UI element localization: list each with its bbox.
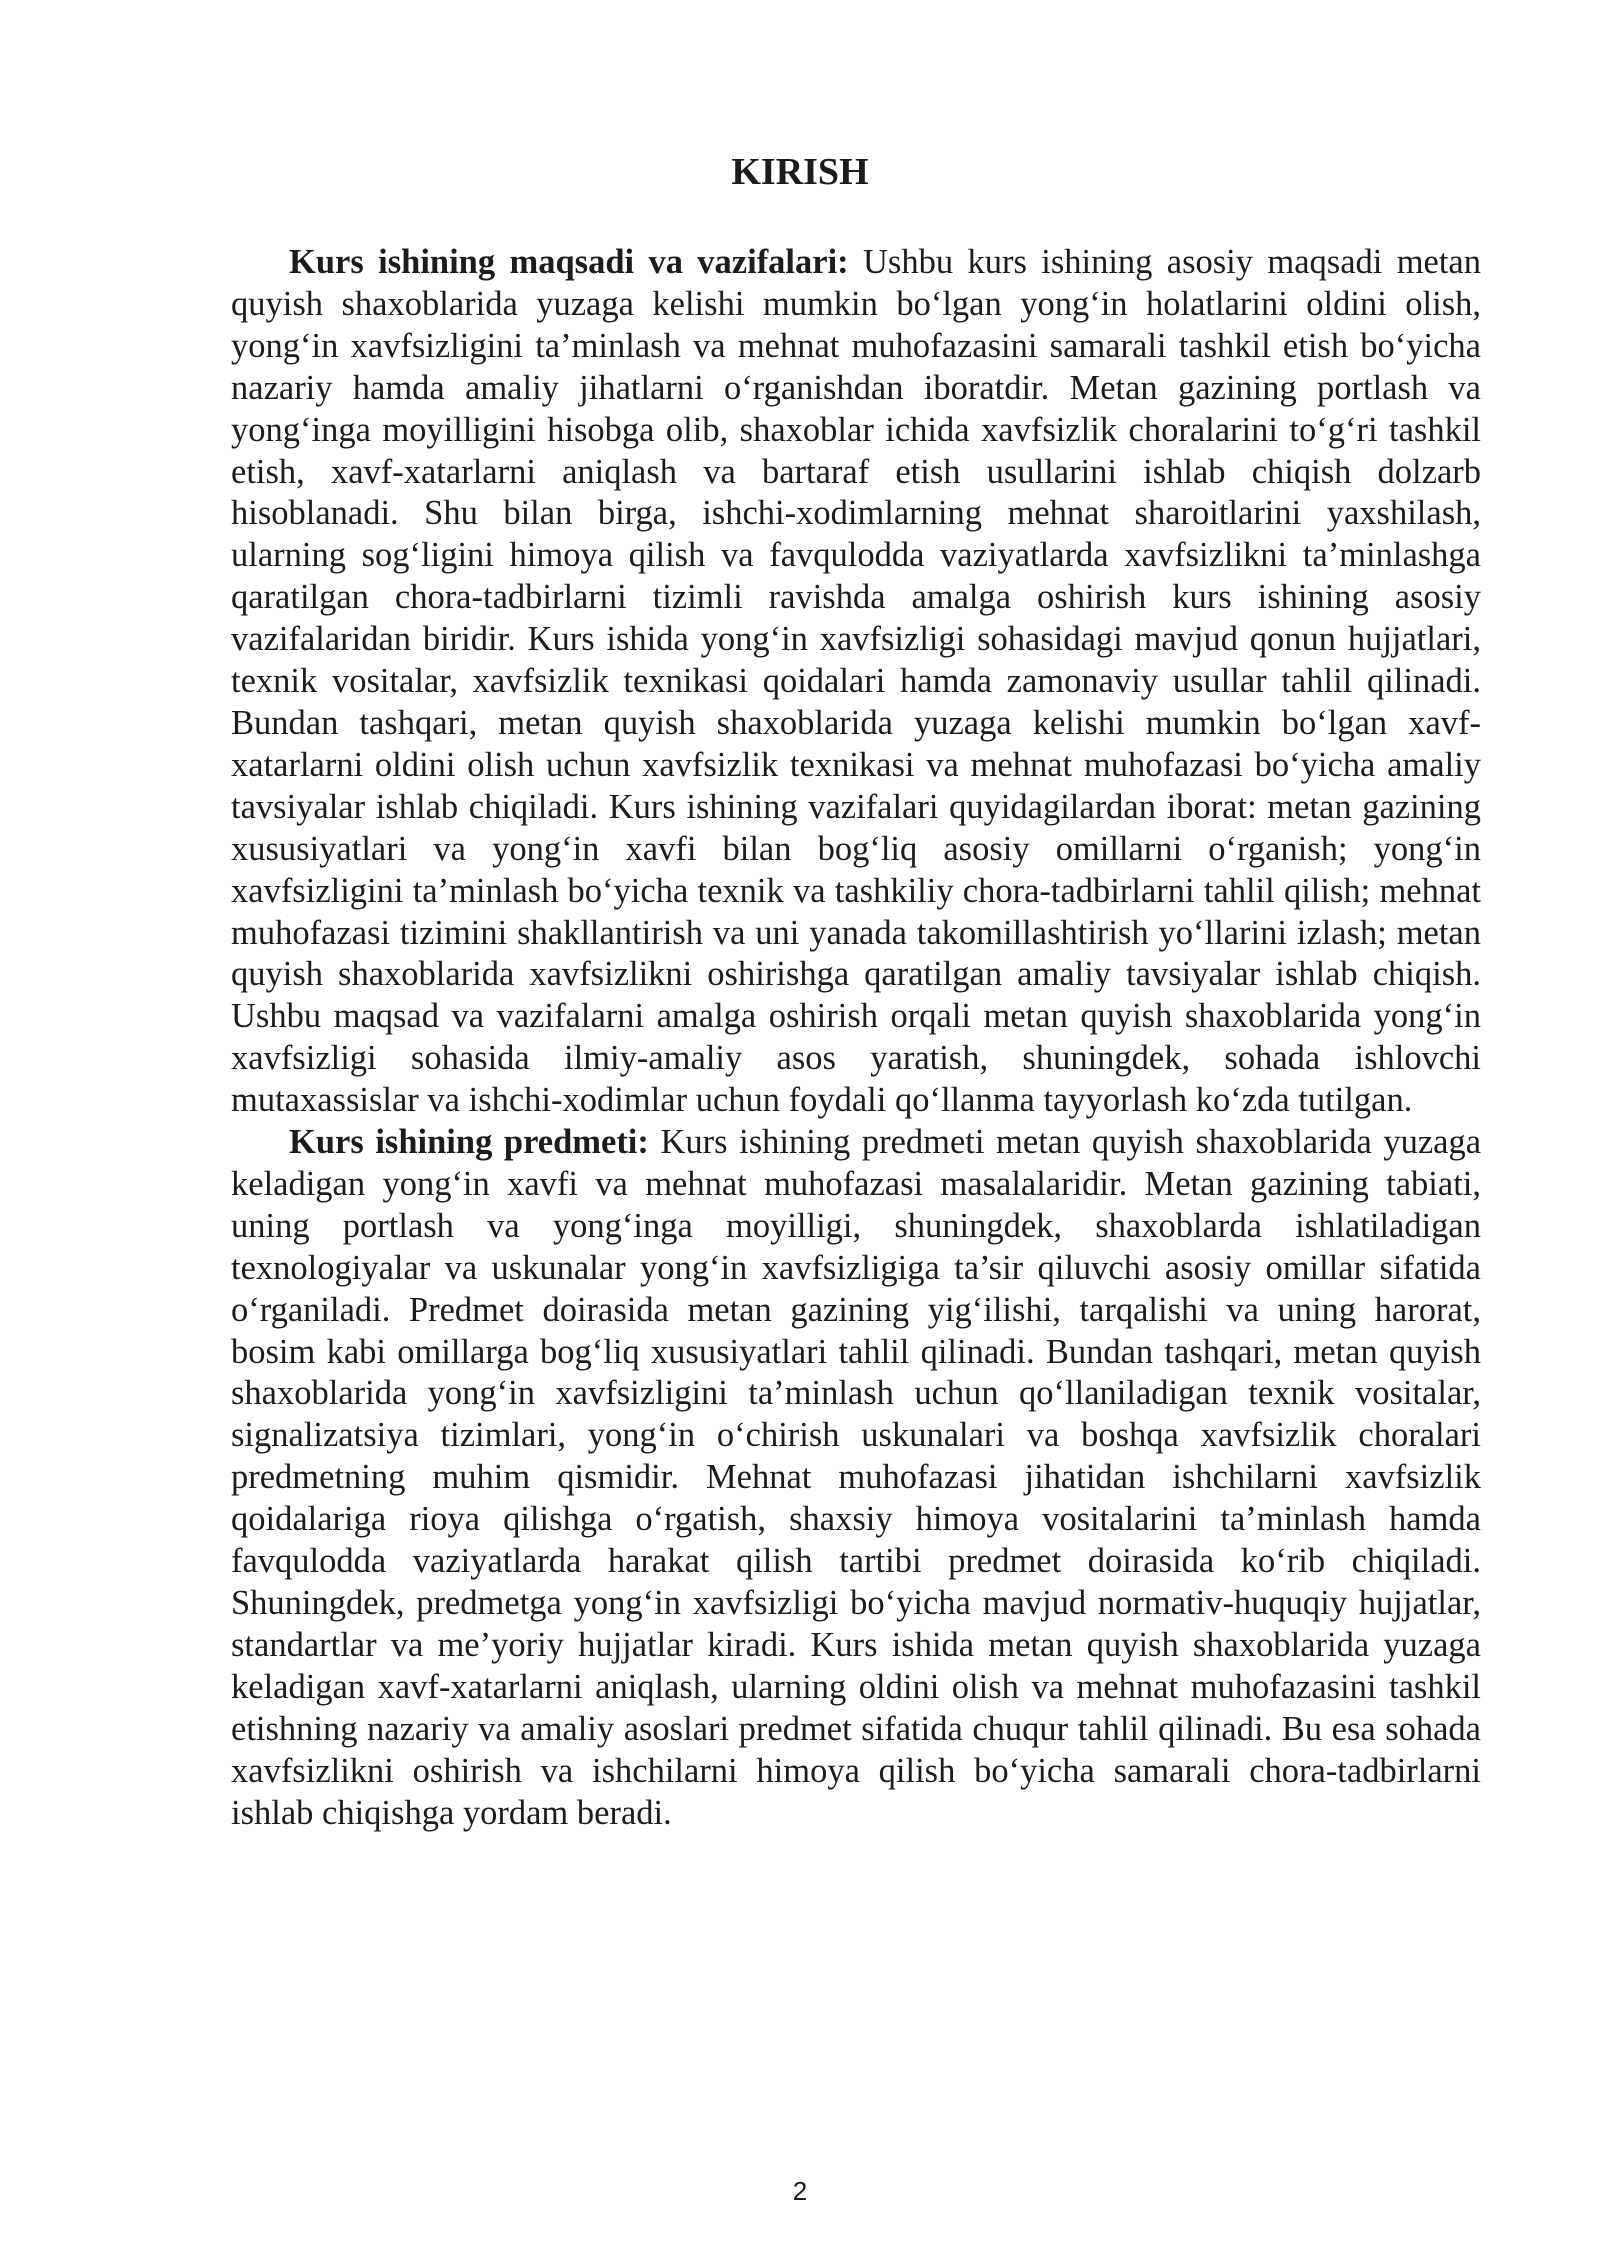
paragraph-lead: Kurs ishining maqsadi va vazifalari: bbox=[289, 243, 849, 281]
body-text bbox=[231, 242, 1481, 1834]
page-number: 2 bbox=[792, 2176, 808, 2206]
paragraph-goals bbox=[231, 242, 1481, 1122]
paragraph-subject bbox=[231, 1122, 1481, 1834]
page-title: KIRISH bbox=[731, 151, 869, 193]
paragraph-text: Ushbu kurs ishining asosiy maqsadi metan quyish shaxoblarida yuzaga kelishi mumkin bo‘lgan yong‘in holatlarini oldini olish, yong‘in xavfsizligini ta’minlash va mehnat muhofazasini samarali tashkil etish bo‘yicha nazariy hamda amaliy jihatlarni o‘rganishdan iboratdir. Metan gazining portlash va yong‘inga moyilligini hisobga olib, shaxoblar ichida xavfsizlik choralarini to‘g‘ri tashkil etish, xavf-xatarlarni aniqlash va bartaraf etish usullarini ishlab chiqish dolzarb hisoblanadi. Shu bilan birga, ishchi-xodimlarning mehnat sharoitlarini yaxshilash, ularning sog‘ligini himoya qilish va favqulodda vaziyatlarda xavfsizlikni ta’minlashga qaratilgan chora-tadbirlarni tizimli ravishda amalga oshirish kurs ishining asosiy vazifalaridan biridir. Kurs ishida yong‘in xavfsizligi sohasidagi mavjud qonun hujjatlari, texnik vositalar, xavfsizlik texnikasi qoidalari hamda zamonaviy usullar tahlil qilinadi. Bundan tashqari, metan quyish shaxoblarida yuzaga kelishi mumkin bo‘lgan xavf-xatarlarni oldini olish uchun xavfsizlik texnikasi va mehnat muhofazasi bo‘yicha amaliy tavsiyalar ishlab chiqiladi. Kurs ishining vazifalari quyidagilardan iborat: metan gazining xususiyatlari va yong‘in xavfi bilan bog‘liq asosiy omillarni o‘rganish; yong‘in xavfsizligini ta’minlash bo‘yicha texnik va tashkiliy chora-tadbirlarni tahlil qilish; mehnat muhofazasi tizimini shakllantirish va uni yanada takomillashtirish yo‘llarini izlash; metan quyish shaxoblarida xavfsizlikni oshirishga qaratilgan amaliy tavsiyalar ishlab chiqish. Ushbu maqsad va vazifalarni amalga oshirish orqali metan quyish shaxoblarida yong‘in xavfsizligi sohasida ilmiy-amaliy asos yaratish, shuningdek, sohada ishlovchi mutaxassislar va ishchi-xodimlar uchun foydali qo‘llanma tayyorlash ko‘zda tutilgan. bbox=[231, 243, 1481, 1120]
paragraph-text: Kurs ishining predmeti metan quyish shaxoblarida yuzaga keladigan yong‘in xavfi va mehnat muhofazasi masalalaridir. Metan gazining tabiati, uning portlash va yong‘inga moyilligi, shuningdek, shaxoblarda ishlatiladigan texnologiyalar va uskunalar yong‘in xavfsizligiga ta’sir qiluvchi asosiy omillar sifatida o‘rganiladi. Predmet doirasida metan gazining yig‘ilishi, tarqalishi va uning harorat, bosim kabi omillarga bog‘liq xususiyatlari tahlil qilinadi. Bundan tashqari, metan quyish shaxoblarida yong‘in xavfsizligini ta’minlash uchun qo‘llaniladigan texnik vositalar, signalizatsiya tizimlari, yong‘in o‘chirish uskunalari va boshqa xavfsizlik choralari predmetning muhim qismidir. Mehnat muhofazasi jihatidan ishchilarni xavfsizlik qoidalariga rioya qilishga o‘rgatish, shaxsiy himoya vositalarini ta’minlash hamda favqulodda vaziyatlarda harakat qilish tartibi predmet doirasida ko‘rib chiqiladi. Shuningdek, predmetga yong‘in xavfsizligi bo‘yicha mavjud normativ-huquqiy hujjatlar, standartlar va me’yoriy hujjatlar kiradi. Kurs ishida metan quyish shaxoblarida yuzaga keladigan xavf-xatarlarni aniqlash, ularning oldini olish va mehnat muhofazasini tashkil etishning nazariy va amaliy asoslari predmet sifatida chuqur tahlil qilinadi. Bu esa sohada xavfsizlikni oshirish va ishchilarni himoya qilish bo‘yicha samarali chora-tadbirlarni ishlab chiqishga yordam beradi. bbox=[231, 1123, 1482, 1832]
paragraph-lead: Kurs ishining predmeti: bbox=[289, 1123, 649, 1162]
